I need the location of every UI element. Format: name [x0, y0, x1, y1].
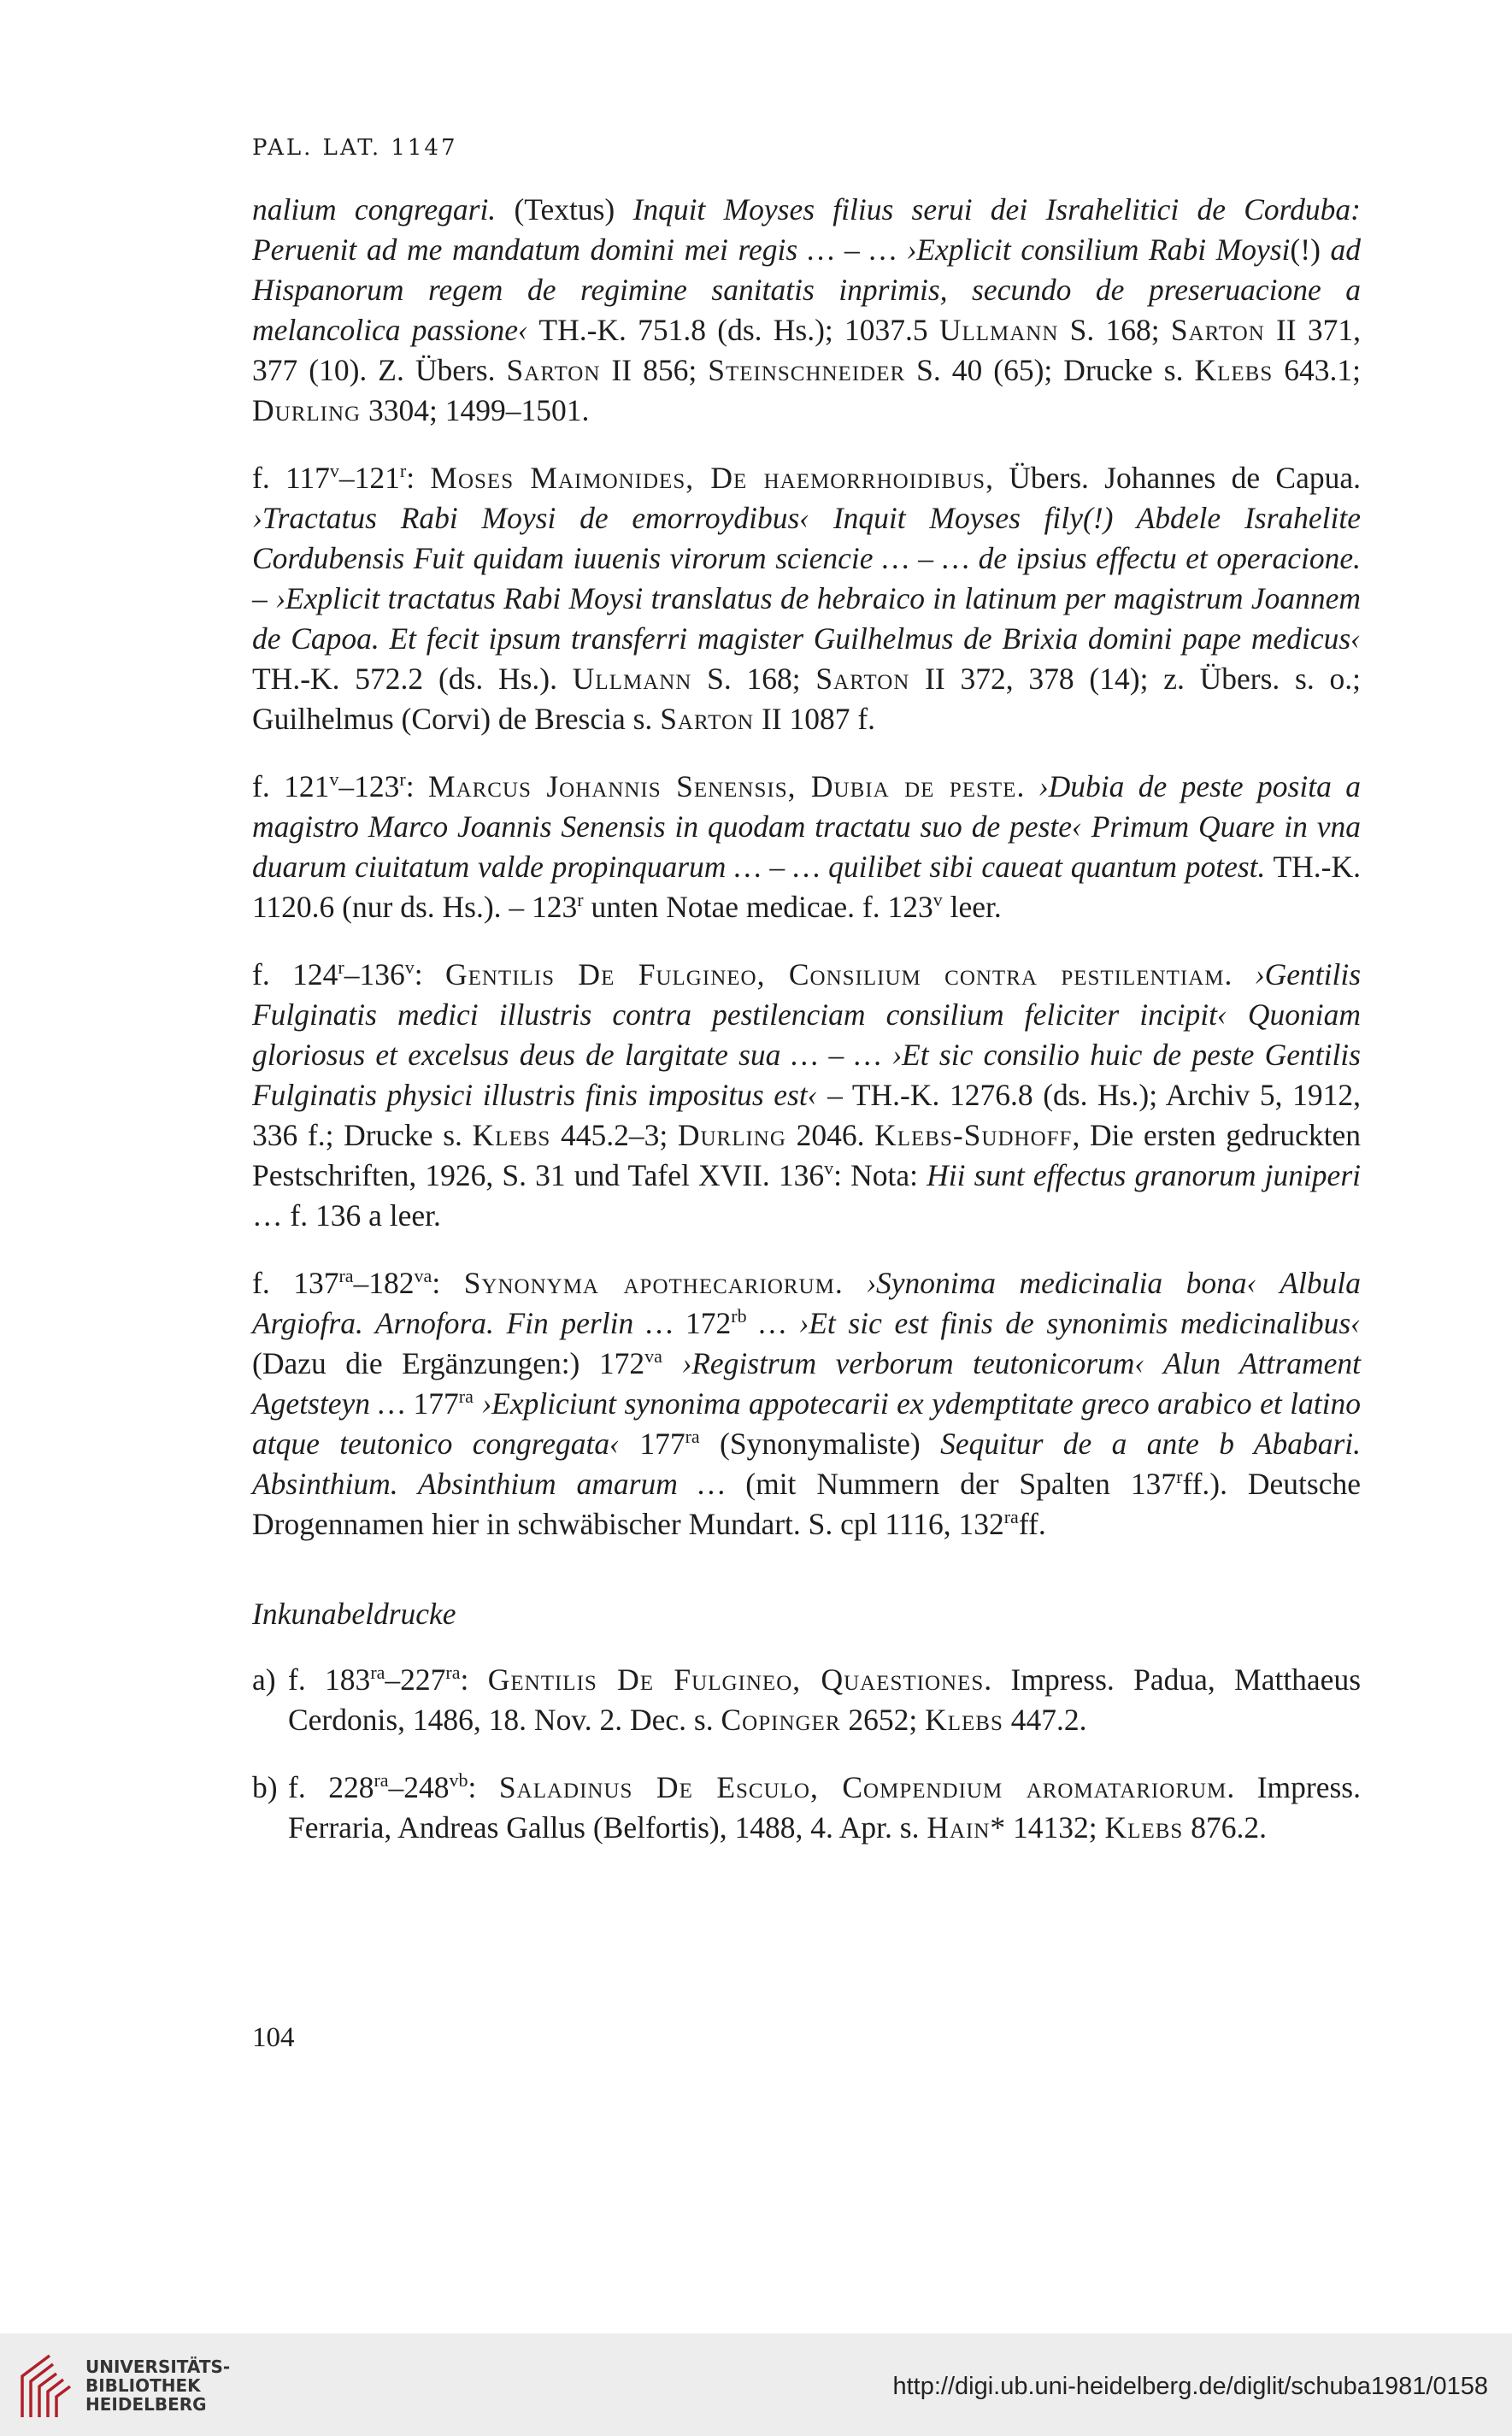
entry-paragraph-2: f. 117$^v$–121$^r$: Moses Maimonides, De haemorrhoidibus, Übers. Johannes de Capua. ›Tractatus Rabi Moysi de emorroydibus‹ Inquit Moyses fily(!) Abdele Israhelite Cordubensis Fuit quidam iuuenis virorum sciencie … – … de ipsius effectu et operacione. – ›Explicit tractatus Rabi Moysi translatus de hebraico in latinum per magistrum Joannem de Capoa. Et fecit ipsum transferri magister Guilhelmus de Brixia domini pape medicus‹ TH.-K. 572.2 (ds. Hs.). Ullmann S. 168; Sarton II 372, 378 (14); z. Übers. s. o.; Guilhelmus (Corvi) de Brescia s. Sarton II 1087 f. [252, 460, 1361, 736]
entry-paragraph-1: nalium congregari. (Textus) Inquit Moyses filius serui dei Israhelitici de Corduba: Peruenit ad me mandatum domini mei regis … – … ›Explicit consilium Rabi Moysi(!) ad Hispanorum regem de regimine sanitatis inprimis, secundo de preseruacione a melancolica passione‹ TH.-K. 751.8 (ds. Hs.); 1037.5 Ullmann S. 168; Sarton II 371, 377 (10). Z. Übers. Sarton II 856; Steinschneider S. 40 (65); Drucke s. Klebs 643.1; Durling 3304; 1499–1501. [252, 192, 1361, 427]
library-logo-icon [15, 2351, 75, 2419]
running-title: PAL. LAT. 1147 [252, 135, 458, 161]
library-footer [0, 2333, 1512, 2436]
library-name: UNIVERSITÄTS- BIBLIOTHEK HEIDELBERG [85, 2357, 231, 2415]
source-url-link[interactable]: http://digi.ub.uni-heidelberg.de/diglit/schuba1981/0158 [892, 2373, 1488, 2400]
document-body [252, 190, 1361, 1875]
incunabula-item-a: a) f. $183^{ra}-227^{ra}$: Gentilis De Fulgineo, Quaestiones. Impress. Padua, Matthaeus Cerdonis, 1486, 18. Nov. 2. Dec. s. Copinger 2652; Klebs 447.2. [252, 1662, 1362, 1737]
page-number: 104 [252, 2022, 295, 2053]
section-heading: Inkunabeldrucke [252, 1597, 456, 1631]
entry-paragraph-4: f. 124$^r$–136$^v$: Gentilis De Fulgineo, Consilium contra pestilentiam. ›Gentilis Fulginatis medici illustris contra pestilenciam consilium feliciter incipit‹ Quoniam gloriosus et excelsus deus de largitate sua … – … ›Et sic consilio huic de peste Gentilis Fulginatis physici illustris finis impositus est‹ – TH.-K. 1276.8 (ds. Hs.); Archiv 5, 1912, 336 f.; Drucke s. Klebs 445.2–3; Durling 2046. Klebs-Sudhoff, Die ersten gedruckten Pestschriften, 1926, S. 31 und Tafel XVII. 136$^v$: Nota: Hii sunt effectus granorum juniperi … f. 136 a leer. [252, 956, 1362, 1233]
incunabula-item-b: b) f. $228^{ra}-248^{vb}$: Saladinus De Esculo, Compendium aromatariorum. Impress. Ferraria, Andreas Gallus (Belfortis), 1488, 4. Apr. s. Hain* 14132; Klebs 876.2. [252, 1769, 1361, 1845]
entry-paragraph-3: f. 121$^v$–123$^r$: Marcus Johannis Senensis, Dubia de peste. ›Dubia de peste posita a magistro Marco Joannis Senensis in quodam tractatu suo de peste‹ Primum Quare in vna duarum ciuitatum valde propinquarum … – … quilibet sibi caueat quantum potest. TH.-K. 1120.6 (nur ds. Hs.). – 123$^r$ unten Notae medicae. f. 123$^v$ leer. [252, 768, 1362, 924]
entry-paragraph-5: f. $137^{ra}-182^{va}$: Synonyma apothecariorum. ›Synonima medicinalia bona‹ Albula Argiofra. Arnofora. Fin perlin … $172^{rb}$ … ›Et sic est finis de synonimis medicinalibus‹ (Dazu die Ergänzungen:) $172^{va}$ ›Registrum verborum teutonicorum‹ Alun Attrament Agetsteyn … $177^{ra}$ ›Expliciunt synonima appotecarii ex ydemptitate greco arabico et latino atque teutonico congregata‹ $177^{ra}$ (Synonymaliste) Sequitur de a ante b Ababari. Absinthium. Absinthium amarum … (mit Nummern der Spalten 137$^r$ff.). Deutsche Drogennamen hier in schwäbischer Mundart. S. cpl 1116, $132^{ra}ff$. [252, 1265, 1362, 1541]
